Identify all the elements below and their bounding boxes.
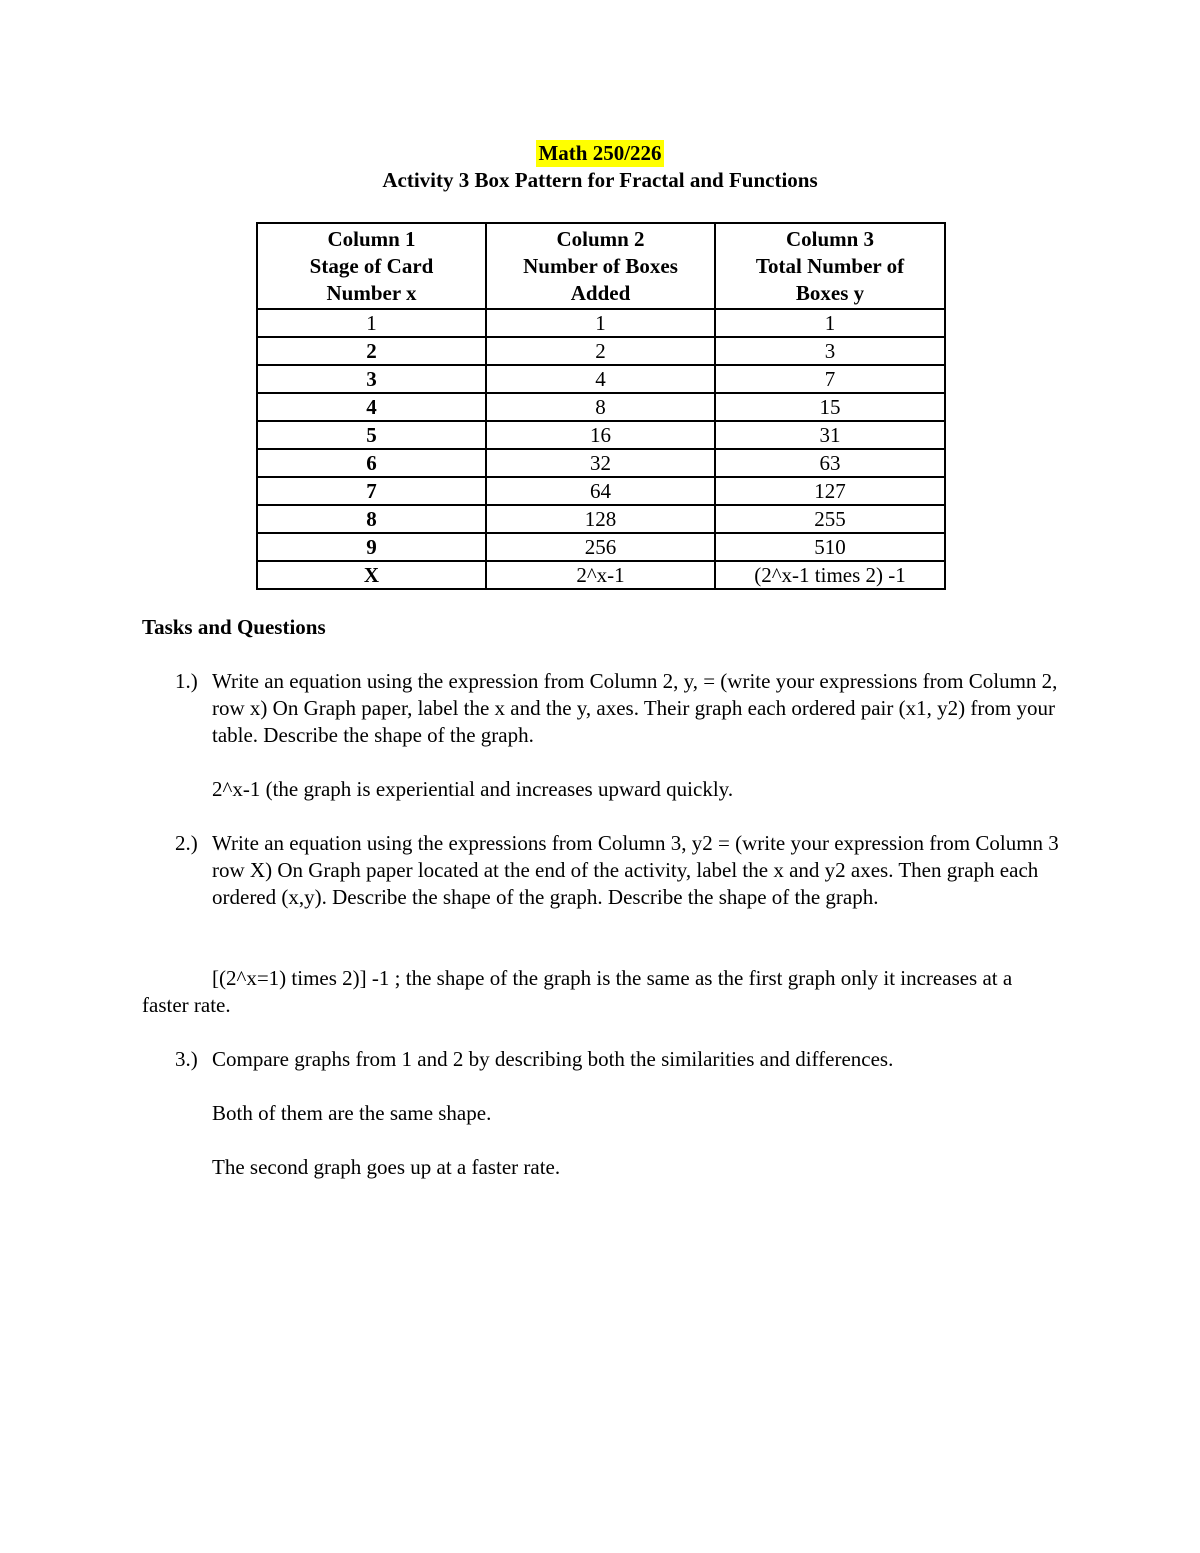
stage-cell: 7: [257, 477, 486, 505]
table-row: [257, 337, 945, 365]
boxes-added-cell: 32: [486, 449, 715, 477]
table-row: [257, 533, 945, 561]
table-header-row: [257, 223, 945, 309]
question-text: Write an equation using the expressions from Column 3, y2 = (write your expression from Column 3 row X) On Graph paper located at the end of the activity, label the x and y2 axes. Then graph each ordered (x,y). Describe the shape of the graph. Describe the shape of the graph.: [212, 831, 1059, 909]
total-boxes-cell: 1: [715, 309, 945, 337]
stage-cell: 6: [257, 449, 486, 477]
total-boxes-cell: 3: [715, 337, 945, 365]
table-row: [257, 365, 945, 393]
tasks-heading: Tasks and Questions: [142, 615, 326, 639]
boxes-added-cell: 16: [486, 421, 715, 449]
stage-cell: 4: [257, 393, 486, 421]
answer-2: [(2^x=1) times 2)] -1 ; the shape of the graph is the same as the first graph only it increases at a faster rate.: [142, 966, 1013, 1017]
total-boxes-cell: 127: [715, 477, 945, 505]
stage-cell: 8: [257, 505, 486, 533]
column-3-header: Column 3 Total Number of Boxes y: [715, 223, 945, 309]
question-1: [142, 668, 1072, 749]
title-block: [0, 140, 1200, 194]
stage-cell: X: [257, 561, 486, 589]
table-row: [257, 505, 945, 533]
table-row: [257, 449, 945, 477]
total-boxes-cell: 31: [715, 421, 945, 449]
stage-cell: 1: [257, 309, 486, 337]
boxes-added-cell: 8: [486, 393, 715, 421]
course-title: Math 250/226: [538, 141, 662, 165]
total-boxes-cell: 255: [715, 505, 945, 533]
boxes-added-cell: 2: [486, 337, 715, 365]
question-3: [142, 1046, 1072, 1073]
total-boxes-cell: 510: [715, 533, 945, 561]
total-boxes-cell: 63: [715, 449, 945, 477]
box-pattern-table: [256, 222, 946, 590]
column-2-header: Column 2 Number of Boxes Added: [486, 223, 715, 309]
table-row: [257, 393, 945, 421]
table-row: [257, 309, 945, 337]
total-boxes-cell: 15: [715, 393, 945, 421]
question-2: [142, 830, 1072, 911]
answer-3b: The second graph goes up at a faster rate.: [212, 1155, 561, 1179]
stage-cell: 3: [257, 365, 486, 393]
total-boxes-cell: (2^x-1 times 2) -1: [715, 561, 945, 589]
stage-cell: 2: [257, 337, 486, 365]
boxes-added-cell: 256: [486, 533, 715, 561]
boxes-added-cell: 64: [486, 477, 715, 505]
question-number: 2.): [175, 831, 198, 855]
question-number: 1.): [175, 669, 198, 693]
boxes-added-cell: 128: [486, 505, 715, 533]
question-text: Write an equation using the expression from Column 2, y, = (write your expressions from Column 2, row x) On Graph paper, label the x and the y, axes. Their graph each ordered pair (x1, y2) from your table. Describe the shape of the graph.: [212, 669, 1058, 747]
table-row: [257, 421, 945, 449]
table-row: [257, 561, 945, 589]
answer-3a: Both of them are the same shape.: [212, 1101, 492, 1125]
table-row: [257, 477, 945, 505]
column-1-header: Column 1 Stage of Card Number x: [257, 223, 486, 309]
question-number: 3.): [175, 1047, 198, 1071]
boxes-added-cell: 4: [486, 365, 715, 393]
stage-cell: 5: [257, 421, 486, 449]
answer-1: 2^x-1 (the graph is experiential and increases upward quickly.: [212, 777, 734, 801]
stage-cell: 9: [257, 533, 486, 561]
activity-title: Activity 3 Box Pattern for Fractal and Functions: [382, 168, 818, 192]
question-text: Compare graphs from 1 and 2 by describing both the similarities and differences.: [212, 1047, 894, 1071]
boxes-added-cell: 2^x-1: [486, 561, 715, 589]
boxes-added-cell: 1: [486, 309, 715, 337]
total-boxes-cell: 7: [715, 365, 945, 393]
